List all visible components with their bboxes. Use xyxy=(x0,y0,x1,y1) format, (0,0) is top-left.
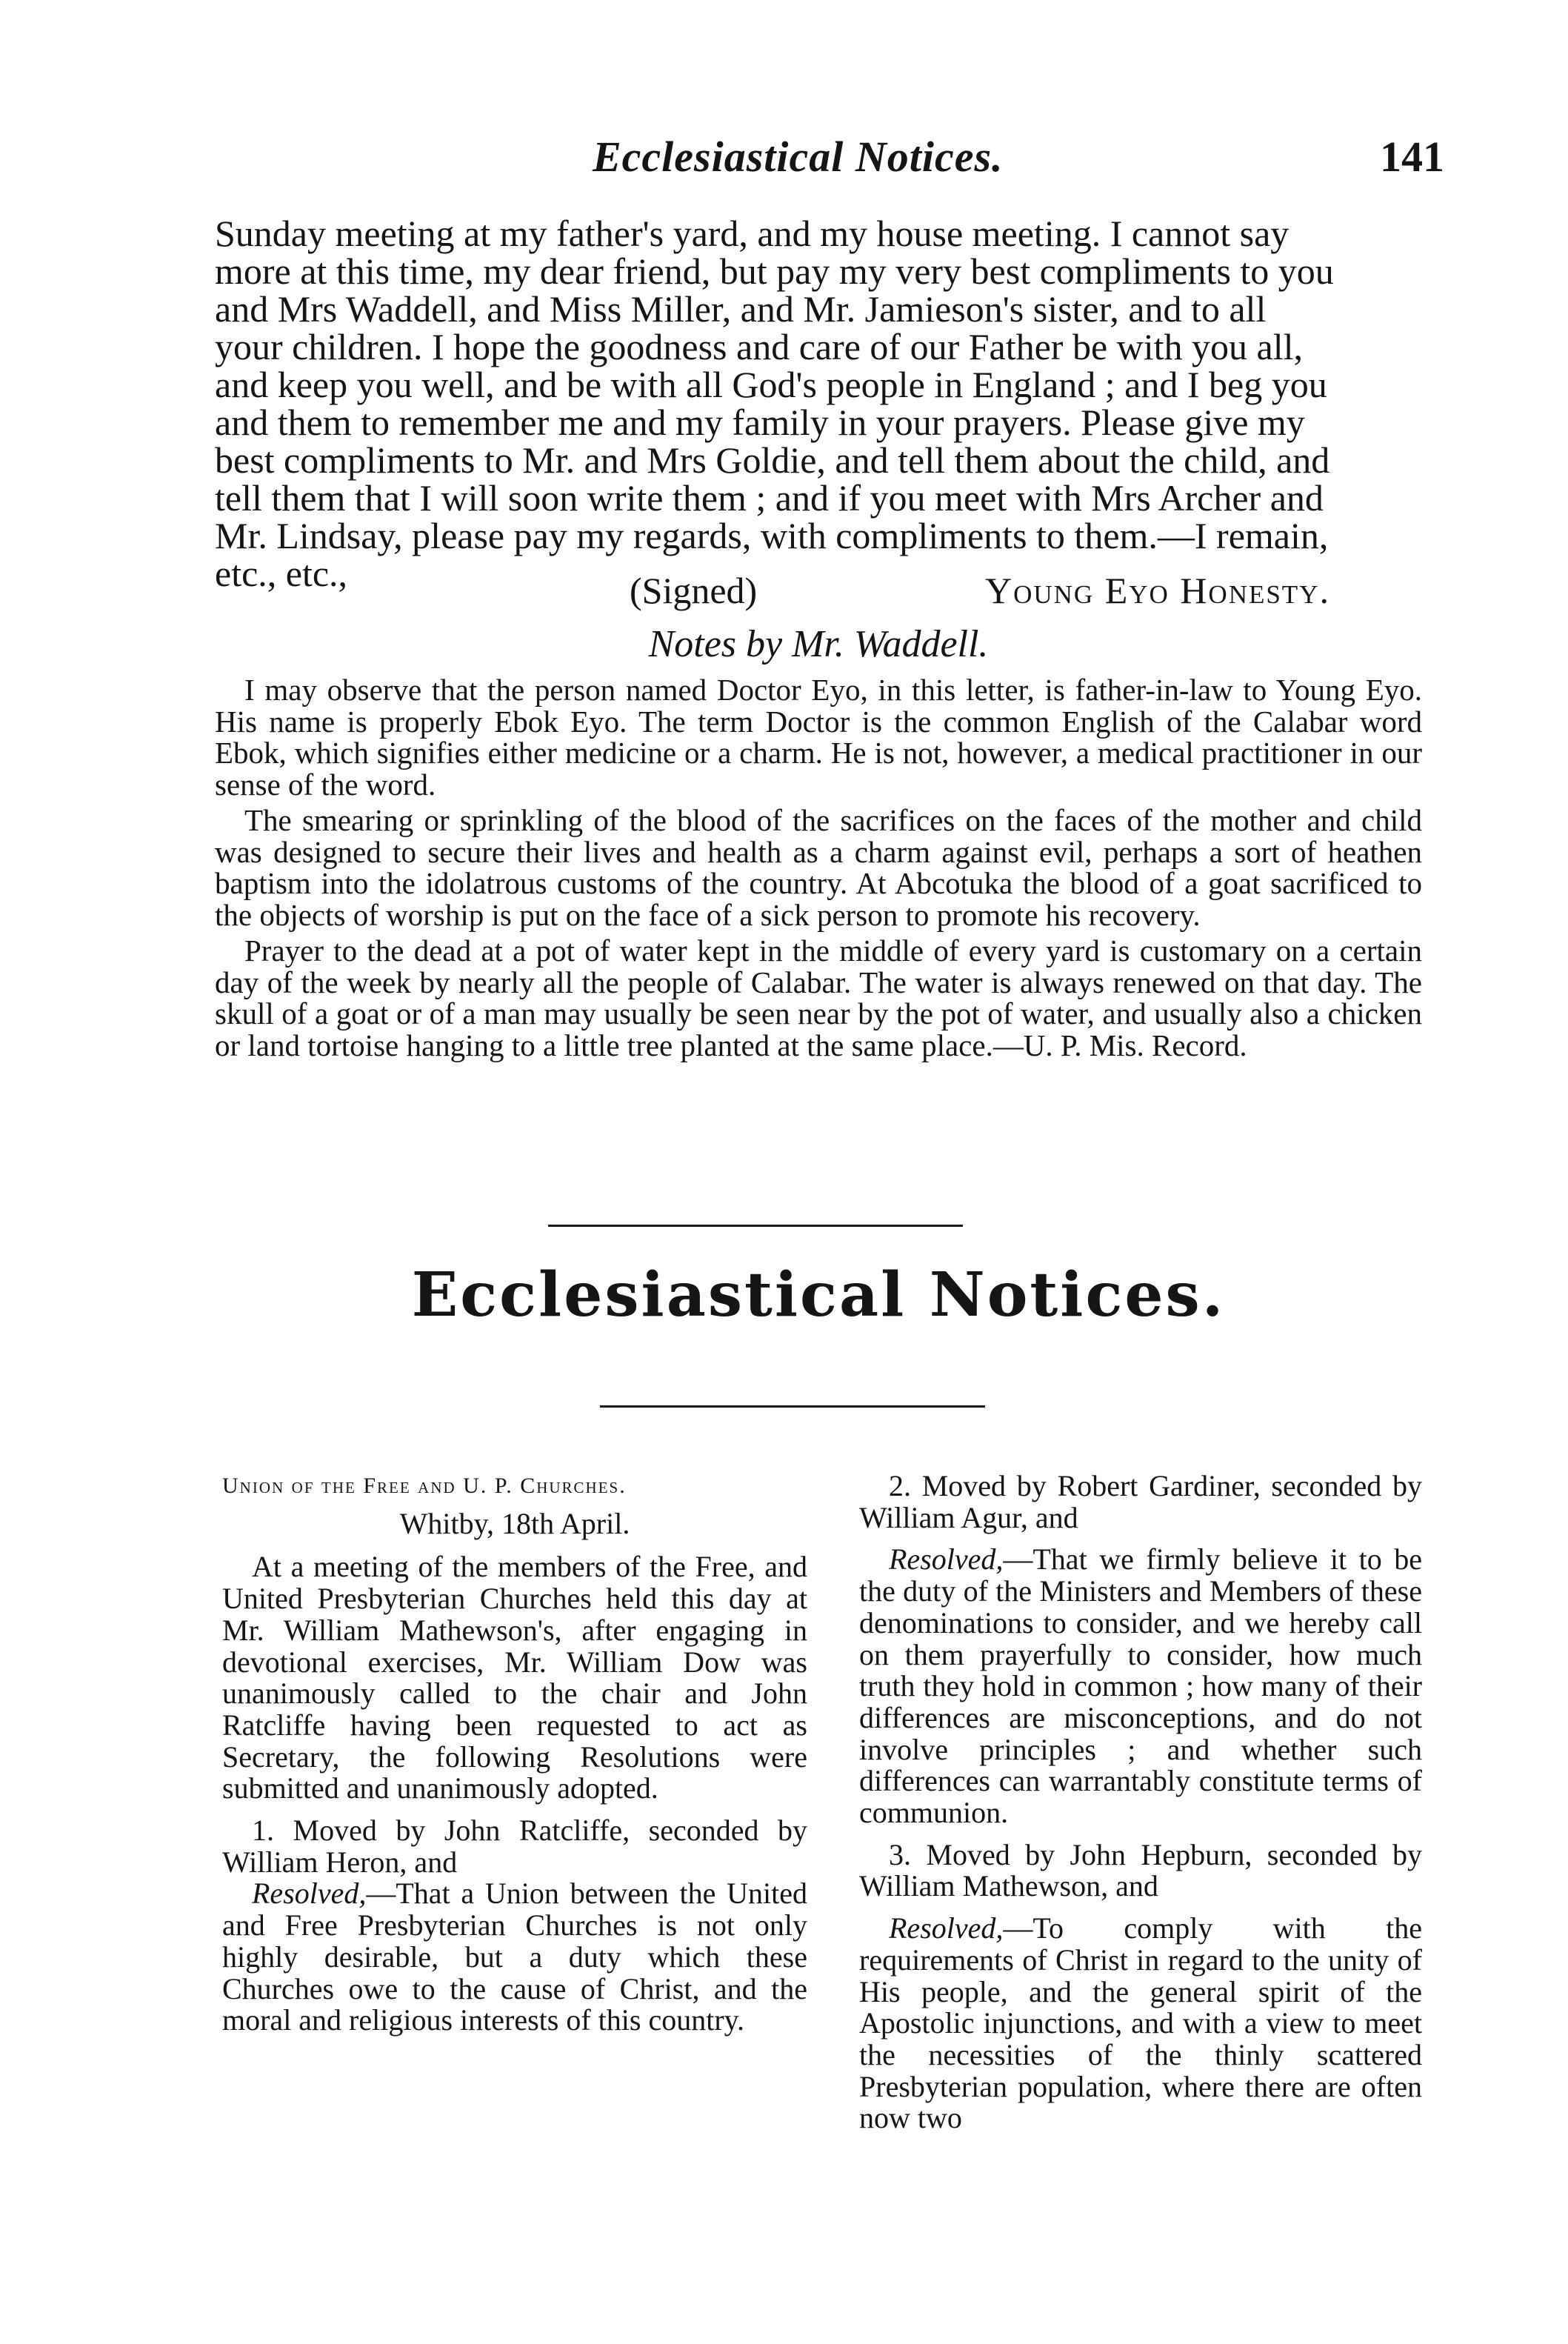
notes-paragraph: Prayer to the dead at a pot of water kept in the middle of every yard is customary on a certain day of the week by nearly all the people of Calabar. The water is always renewed on that day. The skull of a goat or of a man may usually be seen near by the pot of water, and usually also a chicken or land tortoise hanging to a little tree planted at the same place.—U. P. Mis. Record. xyxy=(215,933,1422,1062)
motion-3: 3. Moved by John Hepburn, seconded by William Mathewson, and xyxy=(859,1837,1422,1903)
resolution-3 xyxy=(859,1913,1422,2134)
page-number: 141 xyxy=(1380,133,1444,181)
resolution-2 xyxy=(859,1544,1422,1828)
resolved-label: Resolved, xyxy=(889,1542,1004,1576)
running-header xyxy=(215,132,1444,191)
notes-section xyxy=(215,674,1422,1061)
article-subheading: Union of the Free and U. P. Churches. xyxy=(222,1474,627,1498)
notes-heading: Notes by Mr. Waddell. xyxy=(648,623,989,665)
signature-line xyxy=(215,569,1422,613)
running-title: Ecclesiastical Notices. xyxy=(593,133,1004,181)
motion-2: 2. Moved by Robert Gardiner, seconded by William Agur, and xyxy=(859,1469,1422,1534)
divider-rule xyxy=(548,1225,963,1227)
place-date: Whitby, 18th April. xyxy=(399,1506,630,1540)
letter-line: and keep you well, and be with all God's people in England ; and I beg you xyxy=(215,364,1327,405)
signature-name: Young Eyo Honesty. xyxy=(985,570,1330,611)
resolution-text: —That we firmly believe it to be the duty of the Ministers and Members of these denominations to consider, and we hereby call on them prayerfully to consider, how much truth they hold in common ; how many of their differences are misconceptions, and do not involve principles ; and whether such differences can warrantably constitute terms of communion. xyxy=(859,1542,1422,1830)
notes-paragraph: I may observe that the person named Doctor Eyo, in this letter, is father-in-law to Young Eyo. His name is properly Ebok Eyo. The term Doctor is the common English of the Calabar word Ebok, which signifies either medicine or a charm. He is not, however, a medical practitioner in our sense of the word. xyxy=(215,673,1422,802)
letter-line: Mr. Lindsay, please pay my regards, with compliments to them.—I remain, xyxy=(215,515,1329,556)
letter-continuation xyxy=(215,215,1422,593)
letter-line: best compliments to Mr. and Mrs Goldie, and tell them about the child, and xyxy=(215,439,1330,481)
letter-line: and them to remember me and my family in your prayers. Please give my xyxy=(215,402,1305,443)
right-column xyxy=(859,1471,1422,2134)
section-title: Ecclesiastical Notices. xyxy=(411,1259,1226,1331)
letter-line: tell them that I will soon write them ; and if you meet with Mrs Archer and xyxy=(215,477,1324,519)
letter-line: and Mrs Waddell, and Miss Miller, and Mr. Jamieson's sister, and to all xyxy=(215,288,1267,330)
meeting-intro: At a meeting of the members of the Free, and United Presbyterian Churches held this day at Mr. William Mathewson's, after engaging in devotional exercises, Mr. William Dow was unanimously called to the chair and John Ratcliffe having been requested to act as Secretary, the following Resolutions were submitted and unanimously adopted. xyxy=(222,1550,807,1805)
letter-line: more at this time, my dear friend, but pay my very best compliments to you xyxy=(215,250,1334,292)
resolution-1 xyxy=(222,1878,807,2037)
resolved-label: Resolved, xyxy=(889,1911,1004,1945)
letter-line: etc., etc., xyxy=(215,553,348,594)
resolved-label: Resolved, xyxy=(252,1877,367,1911)
resolution-text: —To comply with the requirements of Christ in regard to the unity of His people, and the general spirit of the Apostolic injunctions, and with a view to meet the necessities of the thinly scattered Presbyterian population, where there are often now two xyxy=(859,1911,1422,2135)
motion-1: 1. Moved by John Ratcliffe, seconded by William Heron, and xyxy=(222,1814,807,1879)
signature-label: (Signed) xyxy=(630,570,758,611)
letter-line: your children. I hope the goodness and care of our Father be with you all, xyxy=(215,326,1304,367)
notes-paragraph: The smearing or sprinkling of the blood of the sacrifices on the faces of the mother and child was designed to secure their lives and health as a charm against evil, perhaps a sort of heathen baptism into the idolatrous customs of the country. At Abcotuka the blood of a goat sacrificed to the objects of worship is put on the face of a sick person to promote his recovery. xyxy=(215,803,1422,932)
divider-rule xyxy=(600,1405,985,1408)
letter-line: Sunday meeting at my father's yard, and my house meeting. I cannot say xyxy=(215,213,1290,254)
left-column xyxy=(222,1471,807,2037)
resolution-text: —That a Union between the United and Free Presbyterian Churches is not only highly desirable, but a duty which these Churches owe to the cause of Christ, and the moral and religious interests of this country. xyxy=(222,1877,807,2037)
